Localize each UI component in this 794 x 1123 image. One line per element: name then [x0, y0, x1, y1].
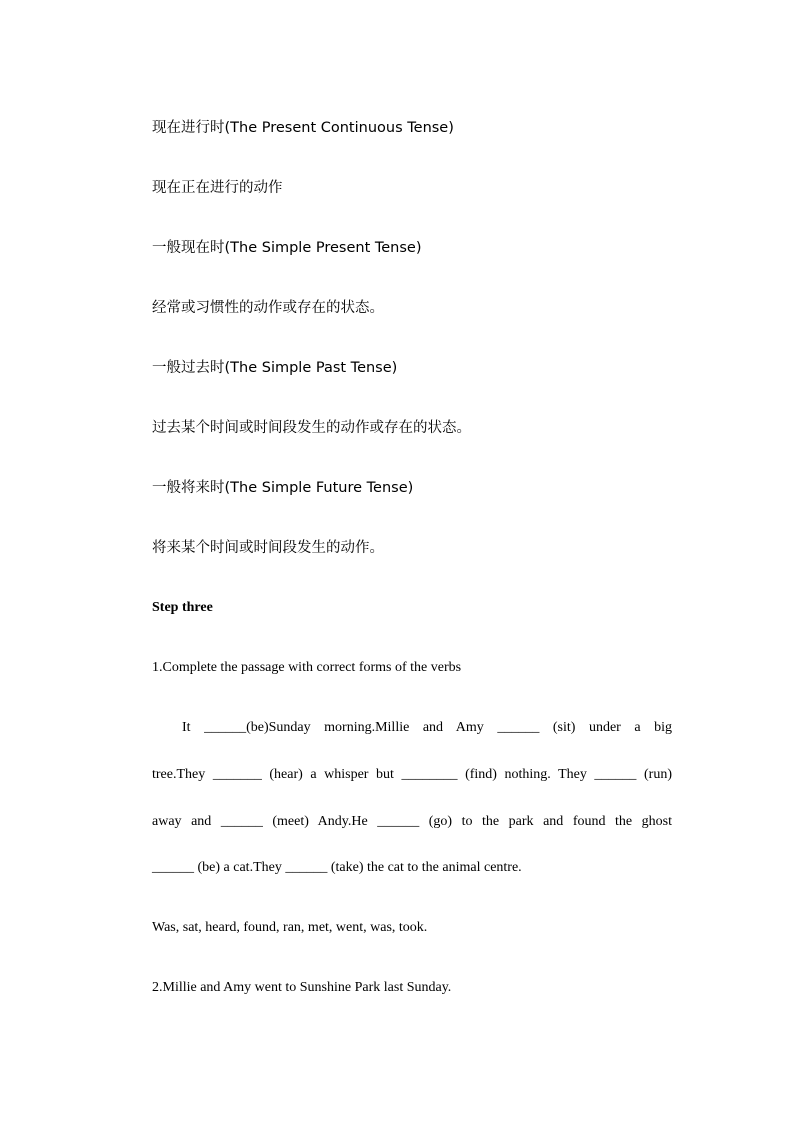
tense-heading-simple-past: 一般过去时(The Simple Past Tense)	[152, 360, 398, 376]
tense-heading-simple-future: 一般将来时(The Simple Future Tense)	[152, 480, 414, 496]
tense-description-present-continuous: 现在正在进行的动作	[152, 180, 283, 196]
exercise-2-title: 2.Millie and Amy went to Sunshine Park last Sunday.	[152, 980, 452, 995]
tense-description-simple-past: 过去某个时间或时间段发生的动作或存在的状态。	[152, 420, 471, 436]
passage-line-4: ______ (be) a cat.They ______ (take) the cat to the animal centre.	[152, 860, 522, 875]
step-heading: Step three	[152, 600, 213, 615]
tense-description-simple-present: 经常或习惯性的动作或存在的状态。	[152, 300, 384, 316]
tense-heading-simple-present: 一般现在时(The Simple Present Tense)	[152, 240, 422, 256]
answer-key: Was, sat, heard, found, ran, met, went, was, took.	[152, 920, 428, 935]
tense-description-simple-future: 将来某个时间或时间段发生的动作。	[152, 540, 384, 556]
passage-line-1-text: It ______(be)Sunday morning.Millie and Amy ______ (sit) under a big	[182, 720, 672, 735]
passage-line-2: tree.They _______ (hear) a whisper but ________ (find) nothing. They ______ (run)	[152, 767, 672, 782]
exercise-1-title: 1.Complete the passage with correct forms of the verbs	[152, 660, 462, 675]
passage-line-3: away and ______ (meet) Andy.He ______ (go) to the park and found the ghost	[152, 814, 672, 829]
tense-heading-present-continuous: 现在进行时(The Present Continuous Tense)	[152, 120, 454, 136]
passage-line-1	[152, 718, 672, 738]
